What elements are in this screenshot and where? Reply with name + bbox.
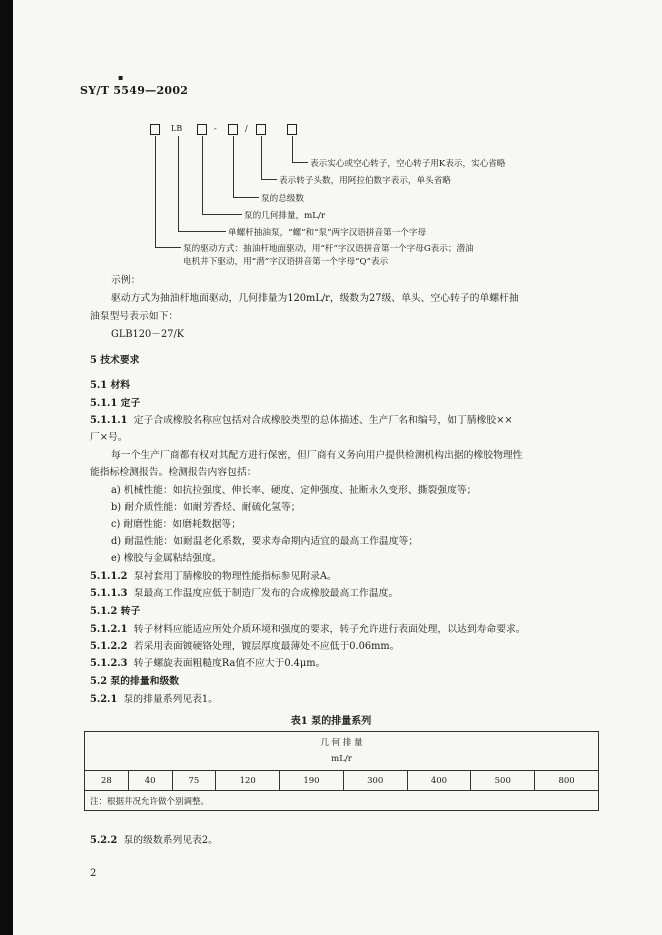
clause-number: 5.1.2.2: [90, 641, 128, 652]
clause-number: 5.1.2.1: [90, 624, 128, 635]
clause-number: 5.1.1.3: [90, 588, 128, 599]
clause-5-1-1-1: [90, 412, 513, 426]
table-values-row: [85, 771, 599, 791]
clause-text: 若采用表面镀硬铬处理，镀层厚度最薄处不应低于0.06mm。: [133, 641, 400, 652]
list-item-c: c) 耐磨性能：如磨耗数据等；: [111, 519, 241, 530]
clause-5-1-2-2: [90, 638, 399, 652]
label-drive-mode-cont: 电机井下驱动，用“潜”字汉语拼音第一个字母“Q”表示: [183, 257, 389, 267]
page-number: 2: [90, 868, 97, 879]
section-5-1-2-heading: 5.1.2 转子: [90, 606, 141, 617]
code-box-displacement: [197, 124, 207, 135]
example-line-1: 驱动方式为抽油杆地面驱动，几何排量为120mL/r，级数为27级、单头、空心转子的单螺杆抽: [111, 293, 519, 304]
clause-text: 转子材料应能适应所处介质环境和强度的要求，转子允许进行表面处理，以达到寿命要求。: [133, 624, 526, 635]
clause-number: 5.2.2: [90, 835, 118, 846]
label-rotor-heads: 表示转子头数，用阿拉伯数字表示，单头省略: [279, 176, 451, 186]
table-cell: 28: [85, 771, 129, 791]
clause-5-1-2-1: [90, 621, 526, 635]
code-box-rotor: [287, 124, 297, 135]
clause-number: 5.1.2.3: [90, 658, 128, 669]
table-cell: 75: [172, 771, 216, 791]
list-item-d: d) 耐温性能：如耐温老化系数，要求寿命期内适宜的最高工作温度等；: [111, 536, 419, 547]
code-box-stages: [228, 124, 238, 135]
scan-speck: ▪: [118, 73, 124, 82]
list-item-a: a) 机械性能：如抗拉强度、伸长率、硬度、定伸强度、扯断永久变形、撕裂强度等；: [111, 485, 477, 496]
clause-text: 泵衬套用丁腈橡胶的物理性能指标参见附录A。: [133, 571, 337, 582]
label-displacement: 泵的几何排量，mL/r: [244, 211, 326, 221]
clause-text: 泵的级数系列见表2。: [123, 835, 218, 846]
table-header-cell: [85, 732, 599, 771]
table-header-row: [85, 732, 599, 771]
code-lb: LB: [171, 124, 183, 133]
code-box-drive: [150, 124, 160, 135]
table-cell: 300: [343, 771, 407, 791]
clause-5-1-1-2: [90, 568, 337, 582]
paragraph-line-2: 能指标检测报告。检测报告内容包括：: [90, 467, 257, 478]
label-drive-mode: 泵的驱动方式：抽油杆地面驱动，用“杆”字汉语拼音第一个字母G表示；潜油: [183, 244, 474, 254]
clause-5-2-1: [90, 691, 218, 705]
label-pump-type: 单螺杆抽油泵，“螺”和“泵”两字汉语拼音第一个字母: [228, 228, 427, 238]
table-cell: 800: [535, 771, 599, 791]
section-5-1-heading: 5.1 材料: [90, 380, 131, 391]
table-cell: 190: [280, 771, 344, 791]
paragraph-line-1: 每一个生产厂商都有权对其配方进行保密，但厂商有义务向用户提供检测机构出据的橡胶物理性: [111, 450, 523, 461]
table-1-caption: 表1 泵的排量系列: [290, 716, 372, 727]
code-dash: -: [214, 124, 217, 133]
clause-text: 泵的排量系列见表1。: [123, 694, 218, 705]
clause-number: 5.1.1.1: [90, 415, 128, 426]
clause-text: 转子螺旋表面粗糙度Ra值不应大于0.4μm。: [133, 658, 326, 669]
table-cell: 120: [216, 771, 280, 791]
clause-5-1-1-1-cont: 厂×号。: [90, 432, 128, 443]
table-note-row: [85, 791, 599, 811]
table-note: 注：根据井况允许做个别调整。: [85, 791, 599, 811]
displacement-table: [84, 731, 599, 811]
clause-text: 定子合成橡胶名称应包括对合成橡胶类型的总体描述、生产厂名和编号，如丁腈橡胶××: [133, 415, 513, 426]
standard-number: SY/T 5549—2002: [80, 84, 189, 97]
list-item-e: e) 橡胶与金属粘结强度。: [111, 553, 222, 564]
label-rotor-type: 表示实心或空心转子，空心转子用K表示，实心省略: [310, 159, 506, 169]
clause-5-1-1-3: [90, 585, 398, 599]
clause-number: 5.2.1: [90, 694, 118, 705]
example-code: GLB120－27/K: [111, 329, 185, 340]
section-5-2-heading: 5.2 泵的排量和级数: [90, 676, 180, 687]
code-box-heads: [256, 124, 266, 135]
section-5-heading: 5 技术要求: [90, 355, 140, 366]
table-cell: 400: [407, 771, 471, 791]
scan-edge: [0, 0, 13, 935]
list-item-b: b) 耐介质性能：如耐芳香烃、耐硫化氢等；: [111, 502, 301, 513]
table-cell: 500: [471, 771, 535, 791]
section-5-1-1-heading: 5.1.1 定子: [90, 398, 141, 409]
table-header-unit: mL/r: [331, 754, 352, 764]
label-total-stages: 泵的总级数: [261, 194, 304, 204]
code-slash: /: [245, 124, 248, 133]
clause-5-2-2: [90, 832, 218, 846]
table-cell: 40: [128, 771, 172, 791]
table-header-title: 几 何 排 量: [320, 738, 363, 748]
clause-text: 泵最高工作温度应低于制造厂发布的合成橡胶最高工作温度。: [133, 588, 399, 599]
clause-number: 5.1.1.2: [90, 571, 128, 582]
example-line-2: 油泵型号表示如下：: [90, 311, 179, 322]
example-title: 示例：: [111, 275, 141, 286]
clause-5-1-2-3: [90, 655, 325, 669]
